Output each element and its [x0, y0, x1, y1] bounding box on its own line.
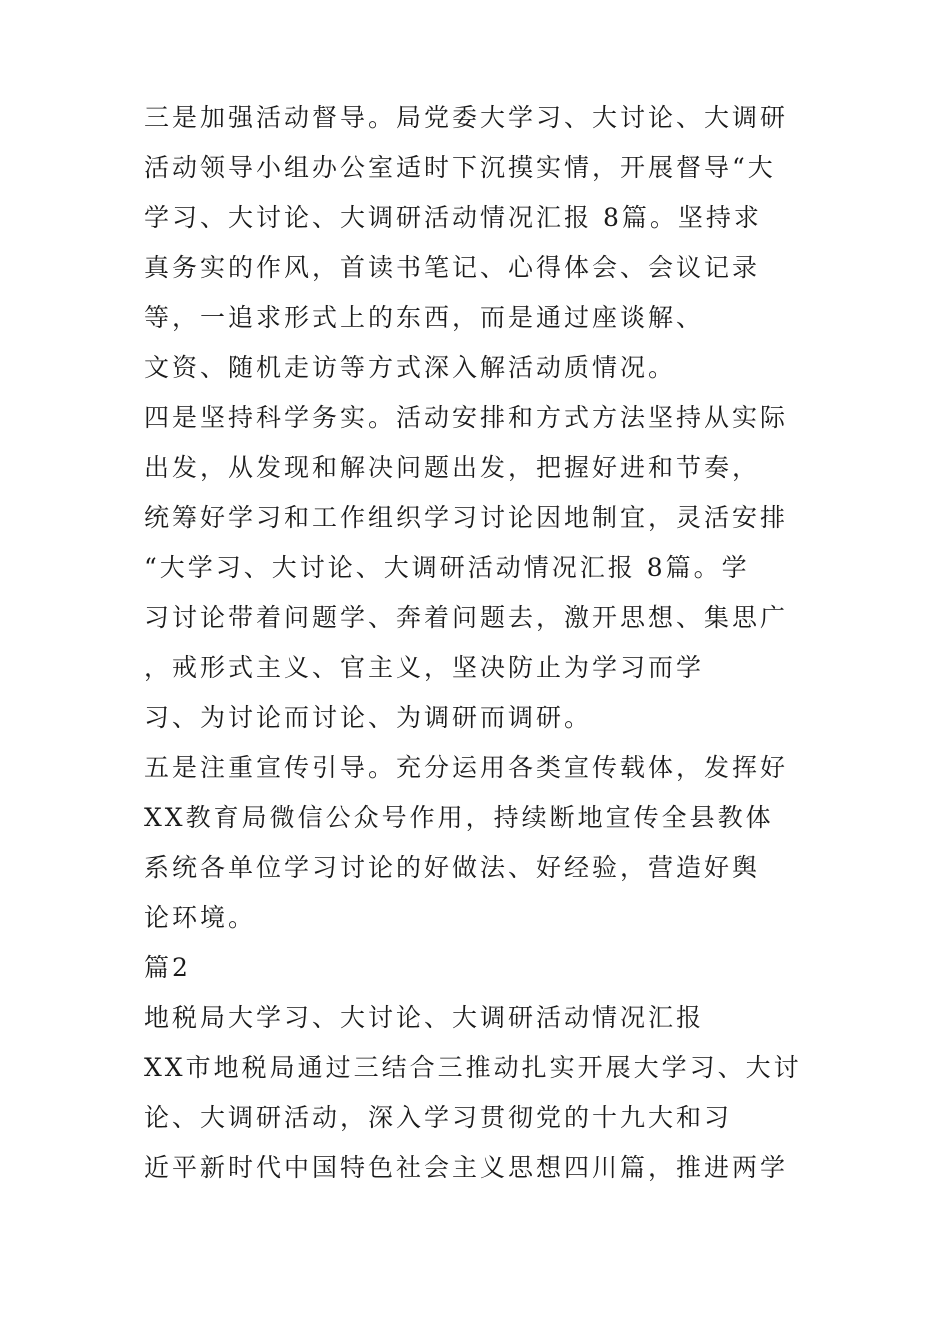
- text-line: 学习、大讨论、大调研活动情况汇报 8篇。坚持求: [144, 203, 762, 232]
- text-line: XX教育局微信公众号作用，持续断地宣传全县教体: [144, 803, 774, 832]
- text-line: 论环境。: [144, 903, 257, 932]
- text-line: 三是加强活动督导。局党委大学习、大讨论、大调研: [144, 103, 789, 132]
- text-line: 近平新时代中国特色社会主义思想四川篇，推进两学: [144, 1153, 789, 1182]
- text-line: 系统各单位学习讨论的好做法、好经验，营造好舆: [144, 853, 761, 882]
- text-line: 等，一追求形式上的东西，而是通过座谈解、: [144, 303, 705, 332]
- text-line: 论、大调研活动，深入学习贯彻党的十九大和习: [144, 1103, 733, 1132]
- document-body: [144, 93, 824, 1193]
- text-line: 地税局大学习、大讨论、大调研活动情况汇报: [144, 1003, 705, 1032]
- text-line: ，戒形式主义、官主义，坚决防止为学习而学: [144, 653, 705, 682]
- text-line: 习、为讨论而讨论、为调研而调研。: [144, 703, 593, 732]
- text-line: 五是注重宣传引导。充分运用各类宣传载体，发挥好: [144, 753, 789, 782]
- text-line: 活动领导小组办公室适时下沉摸实情，开展督导“大: [144, 153, 776, 182]
- text-line: 出发，从发现和解决问题出发，把握好进和节奏，: [144, 453, 761, 482]
- text-line: 真务实的作风，首读书笔记、心得体会、会议记录: [144, 253, 761, 282]
- text-line: “大学习、大讨论、大调研活动情况汇报 8篇。学: [144, 553, 750, 582]
- section-heading: 篇2: [144, 953, 191, 982]
- text-line: 习讨论带着问题学、奔着问题去，激开思想、集思广: [144, 603, 789, 632]
- text-line: 统筹好学习和工作组织学习讨论因地制宜，灵活安排: [144, 503, 789, 532]
- text-line: XX市地税局通过三结合三推动扎实开展大学习、大讨: [144, 1053, 802, 1082]
- text-line: 四是坚持科学务实。活动安排和方式方法坚持从实际: [144, 403, 789, 432]
- text-line: 文资、随机走访等方式深入解活动质情况。: [144, 353, 677, 382]
